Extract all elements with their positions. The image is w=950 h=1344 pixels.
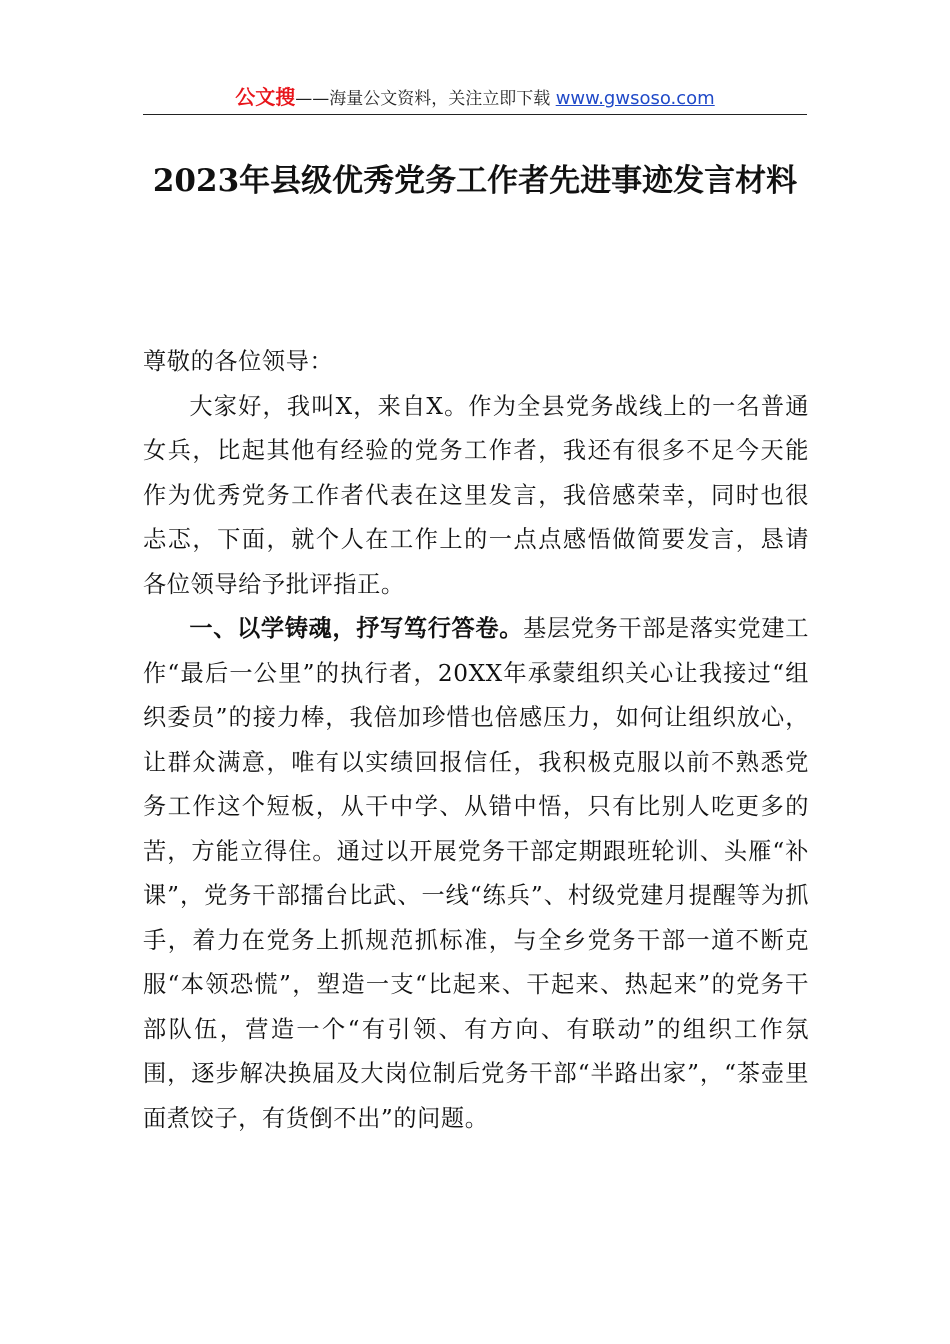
section-1-heading: 一、以学铸魂，抒写笃行答卷。 — [189, 615, 524, 642]
header-divider — [143, 114, 807, 115]
paragraph-section-1 — [143, 607, 809, 1141]
header-tagline: ——海量公文资料，关注立即下载 — [295, 89, 551, 109]
paragraph-intro: 大家好，我叫X，来自X。作为全县党务战线上的一名普通女兵，比起其他有经验的党务工作者，我还有很多不足今天能作为优秀党务工作者代表在这里发言，我倍感荣幸，同时也很忐忑，下面，就个人在工作上的一点点感悟做简要发言，恳请各位领导给予批评指正。 — [143, 392, 809, 598]
document-title: 2023年县级优秀党务工作者先进事迹发言材料 — [152, 163, 798, 199]
salutation: 尊敬的各位领导： — [143, 348, 334, 375]
site-link[interactable]: www.gwsoso.com — [555, 88, 715, 109]
document-body — [143, 340, 809, 1141]
page-header — [143, 84, 807, 110]
section-1-body: 基层党务干部是落实党建工作“最后一公里”的执行者，20XX年承蒙组织关心让我接过“组织委员”的接力棒，我倍加珍惜也倍感压力，如何让组织放心，让群众满意，唯有以实绩回报信任，我积极克服以前不熟悉党务工作这个短板，从干中学、从错中悟，只有比别人吃更多的苦，方能立得住。通过以开展党务干部定期跟班轮训、头雁“补课”，党务干部擂台比武、一线“练兵”、村级党建月提醒等为抓手，着力在党务上抓规范抓标准，与全乡党务干部一道不断克服“本领恐慌”，塑造一支“比起来、干起来、热起来”的党务干部队伍，营造一个“有引领、有方向、有联动”的组织工作氛围，逐步解决换届及大岗位制后党务干部“半路出家”，“茶壶里面煮饺子，有货倒不出”的问题。 — [143, 615, 809, 1132]
brand-logo-text: 公文搜 — [235, 85, 296, 109]
